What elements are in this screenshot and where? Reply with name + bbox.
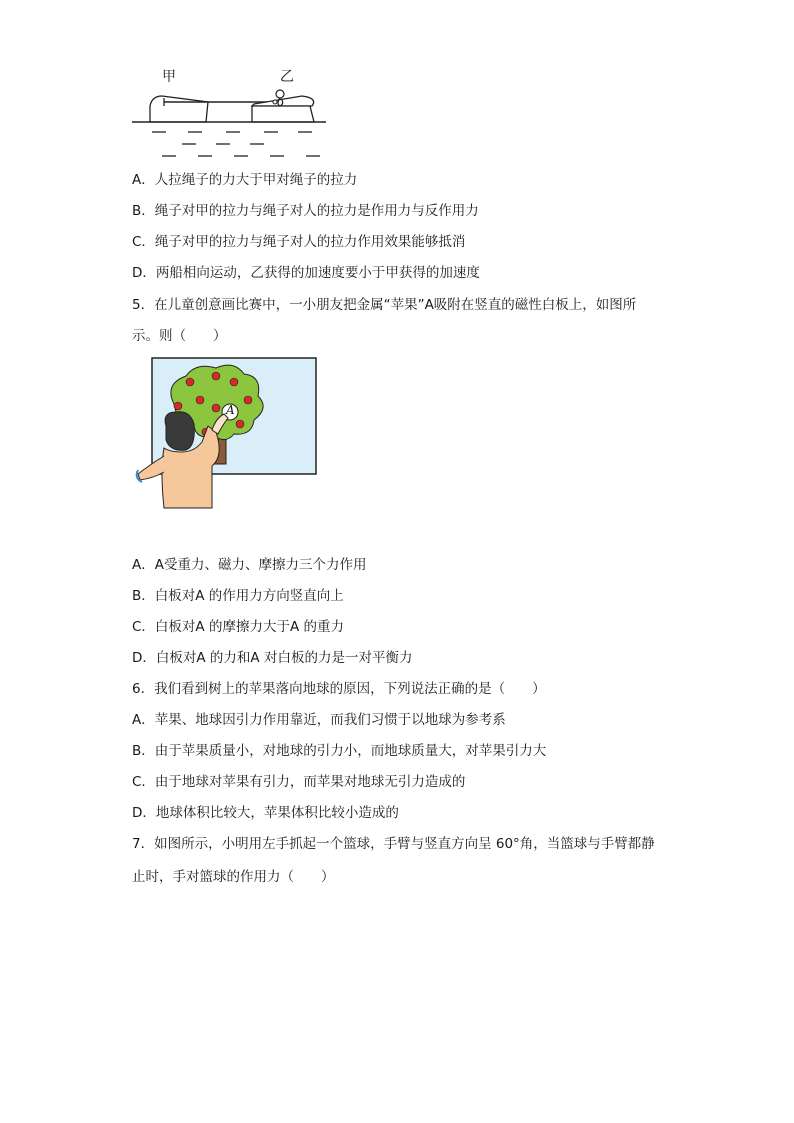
label-jia: 甲 <box>162 69 176 85</box>
q4-option-a: A．人拉绳子的力大于甲对绳子的拉力 <box>132 172 358 188</box>
q7-stem-line2: 止时，手对篮球的作用力（ ） <box>132 869 335 885</box>
whiteboard-figure <box>134 356 320 514</box>
q5-option-c: C．白板对A 的摩擦力大于A 的重力 <box>132 619 344 635</box>
q5-option-b: B．白板对A 的作用力方向竖直向上 <box>132 588 344 604</box>
q4-option-c: C．绳子对甲的拉力与绳子对人的拉力作用效果能够抵消 <box>132 234 466 250</box>
q6-stem: 6．我们看到树上的苹果落向地球的原因，下列说法正确的是（ ） <box>132 681 546 697</box>
q4-option-d: D．两船相向运动，乙获得的加速度要小于甲获得的加速度 <box>132 265 480 281</box>
q5-stem-line2: 示。则（ ） <box>132 328 227 344</box>
q6-option-a: A．苹果、地球因引力作用靠近，而我们习惯于以地球为参考系 <box>132 712 506 728</box>
q7-stem-line1: 7．如图所示，小明用左手抓起一个篮球，手臂与竖直方向呈 60°角，当篮球与手臂都静 <box>132 836 655 852</box>
q4-option-b: B．绳子对甲的拉力与绳子对人的拉力是作用力与反作用力 <box>132 203 479 219</box>
whiteboard-drawing <box>134 356 320 514</box>
q6-option-c: C．由于地球对苹果有引力，而苹果对地球无引力造成的 <box>132 774 466 790</box>
q5-option-d: D．白板对A 的力和A 对白板的力是一对平衡力 <box>132 650 413 666</box>
q5-option-a: A．A受重力、磁力、摩擦力三个力作用 <box>132 557 367 573</box>
apple-a-label: A <box>226 403 235 417</box>
q5-stem-line1: 5．在儿童创意画比赛中，一小朋友把金属“苹果”A吸附在竖直的磁性白板上，如图所 <box>132 297 637 313</box>
q6-option-b: B．由于苹果质量小，对地球的引力小，而地球质量大，对苹果引力大 <box>132 743 547 759</box>
q6-option-d: D．地球体积比较大，苹果体积比较小造成的 <box>132 805 399 821</box>
boats-drawing <box>130 60 330 160</box>
label-yi: 乙 <box>280 69 294 85</box>
boats-figure <box>130 60 330 160</box>
